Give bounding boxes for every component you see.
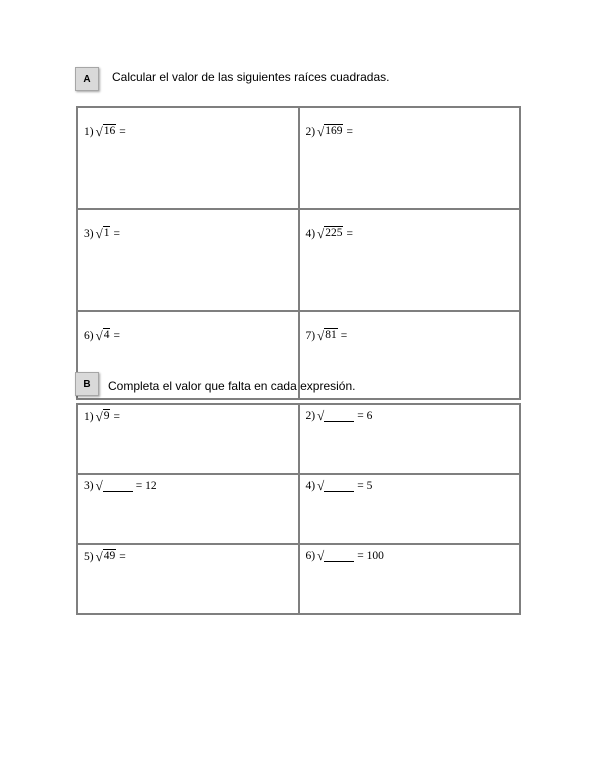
item-number: 7): [305, 330, 316, 342]
expression-rest: =: [340, 330, 348, 342]
section-a-cell-3: [77, 209, 299, 311]
item-number: 4): [305, 480, 316, 492]
radicand: 81: [325, 329, 337, 341]
section-a-cell-4: [299, 209, 521, 311]
sqrt-icon: √: [317, 548, 325, 563]
expression-rest: =: [113, 330, 120, 342]
section-b-badge: B: [75, 372, 99, 396]
section-b-cell-2: [299, 404, 521, 474]
expression: [84, 328, 120, 342]
sqrt-icon: √: [95, 549, 103, 564]
blank-radicand: [103, 491, 133, 492]
sqrt-icon: √: [317, 124, 325, 139]
section-b-cell-1: [77, 404, 299, 474]
expression-rest: = 6: [357, 410, 373, 422]
radicand: 225: [325, 227, 343, 239]
sqrt-icon: √: [317, 408, 325, 423]
expression-rest: =: [113, 228, 120, 240]
section-b-cell-4: [299, 474, 521, 544]
expression: [84, 479, 157, 492]
blank-radicand: [324, 421, 354, 422]
expression-rest: =: [119, 551, 126, 563]
expression-rest: = 100: [357, 550, 384, 562]
expression-rest: = 12: [135, 480, 157, 492]
expression: [306, 226, 353, 240]
expression: [306, 549, 384, 562]
expression: [84, 549, 126, 563]
sqrt-icon: √: [95, 226, 103, 241]
expression-rest: =: [119, 126, 126, 138]
item-number: 5): [84, 551, 94, 563]
section-a-instruction: Calcular el valor de las siguientes raíces cuadradas.: [112, 70, 390, 84]
expression: [306, 479, 373, 492]
sqrt-icon: √: [95, 478, 103, 493]
item-number: 1): [84, 126, 94, 138]
radicand: 4: [103, 329, 110, 341]
expression: [84, 124, 126, 138]
section-a-table: [76, 106, 521, 400]
section-a-badge: A: [75, 67, 99, 91]
sqrt-icon: √: [95, 124, 103, 139]
item-number: 6): [84, 330, 94, 342]
section-b-cell-6: [299, 544, 521, 614]
item-number: 3): [84, 228, 94, 240]
item-number: 4): [305, 228, 316, 240]
section-a-cell-1: [77, 107, 299, 209]
expression: [306, 409, 373, 422]
expression: [306, 124, 353, 138]
item-number: 3): [84, 480, 94, 492]
expression-rest: =: [346, 126, 353, 138]
blank-radicand: [324, 561, 354, 562]
expression: [84, 409, 120, 423]
radicand: 49: [103, 550, 116, 562]
sqrt-icon: √: [317, 226, 325, 241]
radicand: 1: [103, 227, 110, 239]
blank-radicand: [324, 491, 354, 492]
section-b-instruction: Completa el valor que falta en cada expresión.: [108, 379, 356, 393]
expression-rest: = 5: [357, 480, 373, 492]
expression-rest: =: [113, 411, 120, 423]
section-b-cell-5: [77, 544, 299, 614]
item-number: 2): [305, 126, 316, 138]
sqrt-icon: √: [317, 328, 325, 343]
item-number: 2): [305, 410, 316, 422]
radicand: 9: [103, 410, 110, 422]
sqrt-icon: √: [317, 478, 325, 493]
item-number: 6): [305, 550, 316, 562]
section-b-table: [76, 403, 521, 615]
radicand: 16: [103, 125, 116, 137]
radicand: 169: [325, 125, 343, 137]
section-a-cell-2: [299, 107, 521, 209]
expression: [84, 226, 120, 240]
item-number: 1): [84, 411, 94, 423]
sqrt-icon: √: [95, 328, 103, 343]
expression-rest: =: [346, 228, 353, 240]
section-b-cell-3: [77, 474, 299, 544]
expression: [306, 328, 348, 342]
sqrt-icon: √: [95, 409, 103, 424]
